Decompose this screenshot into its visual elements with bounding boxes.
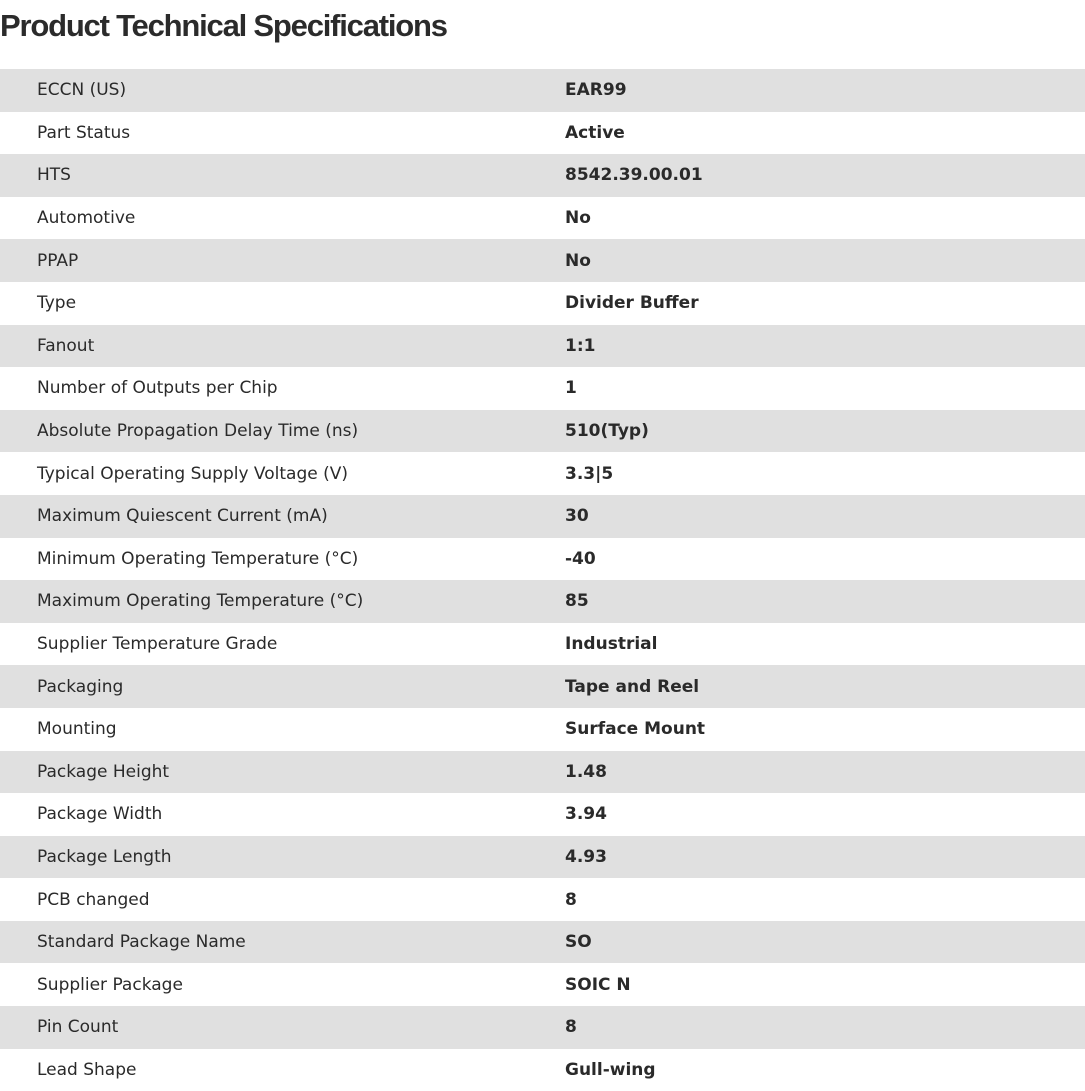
spec-label: Automotive <box>37 208 136 229</box>
spec-label: PPAP <box>37 250 79 271</box>
spec-row <box>0 154 1085 197</box>
spec-value: 8 <box>565 1017 577 1038</box>
spec-row <box>0 1049 1085 1091</box>
spec-value: 1:1 <box>565 335 596 356</box>
spec-value: 8542.39.00.01 <box>565 165 703 186</box>
spec-value: SO <box>565 932 592 953</box>
spec-value: 3.94 <box>565 804 607 825</box>
spec-row <box>0 1006 1085 1049</box>
spec-label: Lead Shape <box>37 1059 137 1080</box>
spec-row <box>0 112 1085 155</box>
spec-value: 30 <box>565 506 589 527</box>
spec-label: Supplier Temperature Grade <box>37 634 278 655</box>
spec-row <box>0 282 1085 325</box>
spec-value: Active <box>565 122 625 143</box>
spec-value: 85 <box>565 591 589 612</box>
spec-value: 3.3|5 <box>565 463 614 484</box>
spec-row <box>0 410 1085 453</box>
spec-value: Gull-wing <box>565 1059 656 1080</box>
spec-row <box>0 239 1085 282</box>
spec-label: HTS <box>37 165 71 186</box>
spec-row <box>0 452 1085 495</box>
spec-value: No <box>565 250 591 271</box>
spec-value: 4.93 <box>565 846 607 867</box>
spec-label: ECCN (US) <box>37 80 127 101</box>
spec-label: Maximum Operating Temperature (°C) <box>37 591 364 612</box>
spec-table <box>0 69 1085 1091</box>
spec-value: 1 <box>565 378 577 399</box>
spec-label: Maximum Quiescent Current (mA) <box>37 506 328 527</box>
spec-value: Divider Buffer <box>565 293 699 314</box>
spec-value: 1.48 <box>565 761 607 782</box>
spec-label: Typical Operating Supply Voltage (V) <box>37 463 348 484</box>
spec-label: Fanout <box>37 335 95 356</box>
spec-row <box>0 69 1085 112</box>
spec-value: 8 <box>565 889 577 910</box>
spec-row <box>0 921 1085 964</box>
spec-label: Supplier Package <box>37 974 183 995</box>
spec-row <box>0 325 1085 368</box>
spec-label: PCB changed <box>37 889 150 910</box>
spec-label: Package Height <box>37 761 170 782</box>
spec-value: No <box>565 208 591 229</box>
spec-value: Tape and Reel <box>565 676 700 697</box>
spec-label: Part Status <box>37 122 131 143</box>
spec-value: -40 <box>565 548 596 569</box>
spec-row <box>0 367 1085 410</box>
spec-row <box>0 751 1085 794</box>
spec-label: Package Length <box>37 846 172 867</box>
spec-label: Absolute Propagation Delay Time (ns) <box>37 421 359 442</box>
spec-label: Package Width <box>37 804 163 825</box>
spec-label: Pin Count <box>37 1017 119 1038</box>
spec-value: Industrial <box>565 634 658 655</box>
spec-row <box>0 665 1085 708</box>
spec-row <box>0 708 1085 751</box>
spec-row <box>0 197 1085 240</box>
spec-label: Minimum Operating Temperature (°C) <box>37 548 359 569</box>
spec-row <box>0 623 1085 666</box>
spec-label: Number of Outputs per Chip <box>37 378 278 399</box>
spec-value: SOIC N <box>565 974 631 995</box>
spec-row <box>0 495 1085 538</box>
spec-row <box>0 538 1085 581</box>
spec-row <box>0 836 1085 879</box>
spec-value: Surface Mount <box>565 719 706 740</box>
spec-label: Packaging <box>37 676 124 697</box>
spec-row <box>0 878 1085 921</box>
page-title: Product Technical Specifications <box>0 8 447 43</box>
spec-label: Standard Package Name <box>37 932 246 953</box>
spec-value: EAR99 <box>565 80 627 101</box>
spec-value: 510(Typ) <box>565 421 649 442</box>
spec-row <box>0 963 1085 1006</box>
spec-row <box>0 580 1085 623</box>
spec-label: Type <box>37 293 77 314</box>
spec-label: Mounting <box>37 719 117 740</box>
spec-row <box>0 793 1085 836</box>
